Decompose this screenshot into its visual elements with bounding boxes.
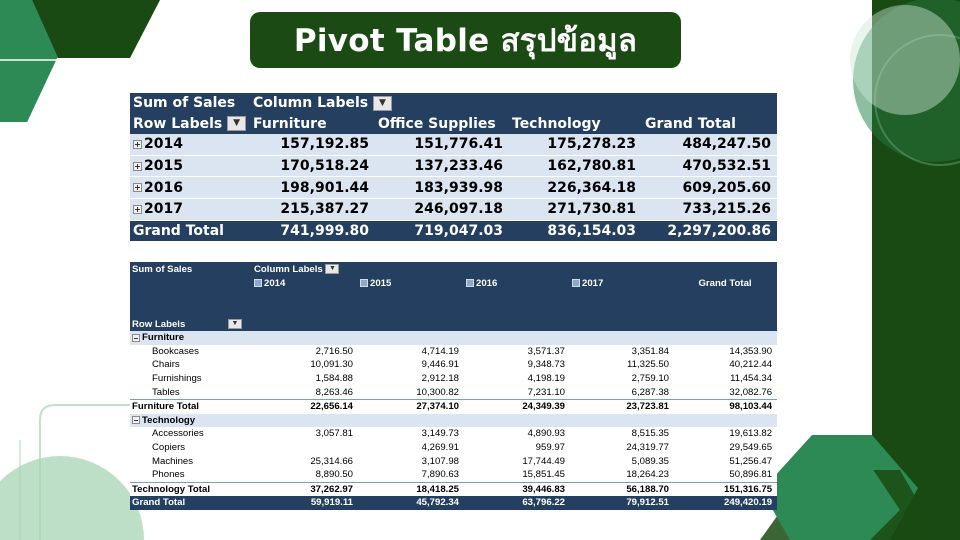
row-labels-text: Row Labels <box>132 318 186 330</box>
category-label-cell <box>130 414 777 428</box>
value-cell: 6,287.38 <box>570 385 674 399</box>
value-cell: 215,387.27 <box>250 198 375 220</box>
item-label: Tables <box>130 385 252 399</box>
column-header: Furniture <box>250 114 375 135</box>
table-row <box>130 198 777 220</box>
expand-icon[interactable] <box>133 162 142 171</box>
category-name: Furniture <box>142 332 185 344</box>
value-cell: 37,262.97 <box>252 482 358 496</box>
value-cell: 4,198.19 <box>464 372 570 386</box>
value-cell: 9,446.91 <box>358 358 464 372</box>
value-cell: 7,890.63 <box>358 468 464 482</box>
item-label: Copiers <box>130 441 252 455</box>
page-title: Pivot Table สรุปข้อมูล <box>293 23 638 59</box>
value-cell: 175,278.23 <box>509 134 642 155</box>
column-header: Technology <box>509 114 642 135</box>
value-cell: 39,446.83 <box>464 482 570 496</box>
value-cell: 137,233.46 <box>375 155 509 177</box>
value-cell: 10,300.82 <box>358 385 464 399</box>
pt2-header-row-3 <box>130 317 777 331</box>
table-row <box>130 134 777 155</box>
collapse-icon[interactable] <box>132 416 140 424</box>
value-cell: 24,319.77 <box>570 441 674 455</box>
pt2-header-row-1 <box>130 262 777 276</box>
value-cell: 741,999.80 <box>250 220 375 241</box>
table-row <box>130 155 777 177</box>
table-row <box>130 358 777 372</box>
column-header: Office Supplies <box>375 114 509 135</box>
year-header-text: 2016 <box>476 277 498 289</box>
year-header-text: 2017 <box>582 277 604 289</box>
value-field-label: Sum of Sales <box>130 262 252 276</box>
category-label-cell <box>130 331 777 345</box>
year-header-text: 2015 <box>370 277 392 289</box>
pt2-header-row-2 <box>130 276 777 290</box>
collapse-column-icon[interactable] <box>466 279 474 287</box>
row-labels-header <box>130 114 250 135</box>
value-cell: 32,082.76 <box>674 385 777 399</box>
column-labels-header <box>250 93 777 114</box>
item-label: Furnishings <box>130 372 252 386</box>
value-cell: 98,103.44 <box>674 399 777 413</box>
pt1-header-row-1 <box>130 93 777 114</box>
value-cell: 7,231.10 <box>464 385 570 399</box>
value-cell: 3,571.37 <box>464 345 570 359</box>
value-cell: 8,515.35 <box>570 427 674 441</box>
value-cell: 8,890.50 <box>252 468 358 482</box>
year-column-header[interactable] <box>464 276 570 290</box>
value-cell: 45,792.34 <box>358 496 464 510</box>
item-label: Bookcases <box>130 345 252 359</box>
table-row <box>130 345 777 359</box>
subtotal-row <box>130 399 777 413</box>
value-cell: 23,723.81 <box>570 399 674 413</box>
column-filter-dropdown-icon[interactable]: ▼ <box>325 264 339 274</box>
value-cell: 3,107.98 <box>358 454 464 468</box>
value-cell: 2,759.10 <box>570 372 674 386</box>
value-cell: 3,351.84 <box>570 345 674 359</box>
header-filler <box>252 317 777 331</box>
value-cell: 10,091.30 <box>252 358 358 372</box>
value-cell: 198,901.44 <box>250 177 375 199</box>
year-column-header[interactable] <box>358 276 464 290</box>
value-cell: 27,374.10 <box>358 399 464 413</box>
value-cell: 470,532.51 <box>642 155 777 177</box>
value-cell: 3,057.81 <box>252 427 358 441</box>
value-cell: 15,851.45 <box>464 468 570 482</box>
table-row <box>130 372 777 386</box>
row-label-cell <box>130 177 250 199</box>
pivot-table-yearly <box>130 93 777 241</box>
pivot-table-category <box>130 262 777 510</box>
table-row <box>130 385 777 399</box>
row-label-cell <box>130 198 250 220</box>
decor-shape <box>0 456 144 540</box>
value-cell: 8,263.46 <box>252 385 358 399</box>
value-cell: 2,297,200.86 <box>642 220 777 241</box>
subtotal-label: Furniture Total <box>130 399 252 413</box>
year-label: 2016 <box>144 179 183 196</box>
value-cell: 50,896.81 <box>674 468 777 482</box>
column-labels-text: Column Labels <box>254 263 323 275</box>
value-cell: 226,364.18 <box>509 177 642 199</box>
collapse-icon[interactable] <box>132 334 140 342</box>
row-label-cell <box>130 155 250 177</box>
value-cell: 271,730.81 <box>509 198 642 220</box>
value-cell: 170,518.24 <box>250 155 375 177</box>
value-cell: 14,353.90 <box>674 345 777 359</box>
value-cell: 22,656.14 <box>252 399 358 413</box>
grand-total-row <box>130 496 777 510</box>
expand-icon[interactable] <box>133 140 142 149</box>
category-row <box>130 414 777 428</box>
column-filter-dropdown-icon[interactable]: ▼ <box>373 96 392 111</box>
row-filter-dropdown-icon[interactable]: ▼ <box>227 116 246 131</box>
year-column-header[interactable] <box>570 276 674 290</box>
column-labels-text: Column Labels <box>253 95 369 112</box>
table-row <box>130 441 777 455</box>
value-cell: 719,047.03 <box>375 220 509 241</box>
value-cell: 56,188.70 <box>570 482 674 496</box>
grand-total-row <box>130 220 777 241</box>
value-cell: 836,154.03 <box>509 220 642 241</box>
column-labels-header <box>252 262 777 276</box>
year-label: 2014 <box>144 136 183 153</box>
value-cell: 2,912.18 <box>358 372 464 386</box>
value-cell: 4,714.19 <box>358 345 464 359</box>
row-filter-dropdown-icon[interactable]: ▼ <box>228 319 242 329</box>
value-cell: 2,716.50 <box>252 345 358 359</box>
row-labels-header <box>130 317 252 331</box>
value-cell: 151,316.75 <box>674 482 777 496</box>
year-label: 2017 <box>144 201 183 218</box>
value-cell: 609,205.60 <box>642 177 777 199</box>
value-cell: 18,418.25 <box>358 482 464 496</box>
value-cell: 11,325.50 <box>570 358 674 372</box>
value-field-label: Sum of Sales <box>130 93 250 114</box>
value-cell: 18,264.23 <box>570 468 674 482</box>
value-cell: 183,939.98 <box>375 177 509 199</box>
table-row <box>130 427 777 441</box>
subtotal-row <box>130 482 777 496</box>
value-cell: 79,912.51 <box>570 496 674 510</box>
collapse-column-icon[interactable] <box>572 279 580 287</box>
value-cell: 151,776.41 <box>375 134 509 155</box>
header-spacer-cell <box>130 290 777 317</box>
value-cell: 59,919.11 <box>252 496 358 510</box>
value-cell: 4,269.91 <box>358 441 464 455</box>
value-cell: 157,192.85 <box>250 134 375 155</box>
value-cell: 1,584.88 <box>252 372 358 386</box>
value-cell <box>252 441 358 455</box>
expand-icon[interactable] <box>133 183 142 192</box>
category-name: Technology <box>142 414 196 426</box>
value-cell: 40,212.44 <box>674 358 777 372</box>
pt2-header-spacer <box>130 290 777 317</box>
value-cell: 4,890.93 <box>464 427 570 441</box>
year-header-text: 2014 <box>264 277 286 289</box>
grand-total-label: Grand Total <box>130 220 250 241</box>
value-cell: 484,247.50 <box>642 134 777 155</box>
value-cell: 29,549.65 <box>674 441 777 455</box>
category-row <box>130 331 777 345</box>
item-label: Phones <box>130 468 252 482</box>
value-cell: 162,780.81 <box>509 155 642 177</box>
value-cell: 3,149.73 <box>358 427 464 441</box>
value-cell: 9,348.73 <box>464 358 570 372</box>
value-cell: 51,256.47 <box>674 454 777 468</box>
table-row <box>130 454 777 468</box>
pt1-header-row-2 <box>130 114 777 135</box>
collapse-column-icon[interactable] <box>254 279 262 287</box>
grand-total-label: Grand Total <box>130 496 252 510</box>
value-cell: 733,215.26 <box>642 198 777 220</box>
value-cell: 5,089.35 <box>570 454 674 468</box>
value-cell: 246,097.18 <box>375 198 509 220</box>
grand-total-column-header: Grand Total <box>674 276 777 290</box>
decor-shape <box>850 5 960 115</box>
value-cell: 24,349.39 <box>464 399 570 413</box>
item-label: Chairs <box>130 358 252 372</box>
collapse-column-icon[interactable] <box>360 279 368 287</box>
table-row <box>130 468 777 482</box>
subtotal-label: Technology Total <box>130 482 252 496</box>
row-label-cell <box>130 134 250 155</box>
value-cell: 63,796.22 <box>464 496 570 510</box>
item-label: Machines <box>130 454 252 468</box>
title-banner <box>250 12 681 68</box>
year-label: 2015 <box>144 158 183 175</box>
value-cell: 11,454.34 <box>674 372 777 386</box>
column-header: Grand Total <box>642 114 777 135</box>
empty-header-cell <box>130 276 252 290</box>
value-cell: 25,314.66 <box>252 454 358 468</box>
value-cell: 249,420.19 <box>674 496 777 510</box>
item-label: Accessories <box>130 427 252 441</box>
value-cell: 19,613.82 <box>674 427 777 441</box>
value-cell: 17,744.49 <box>464 454 570 468</box>
table-row <box>130 177 777 199</box>
expand-icon[interactable] <box>133 205 142 214</box>
row-labels-text: Row Labels <box>133 115 223 132</box>
value-cell: 959.97 <box>464 441 570 455</box>
year-column-header[interactable] <box>252 276 358 290</box>
